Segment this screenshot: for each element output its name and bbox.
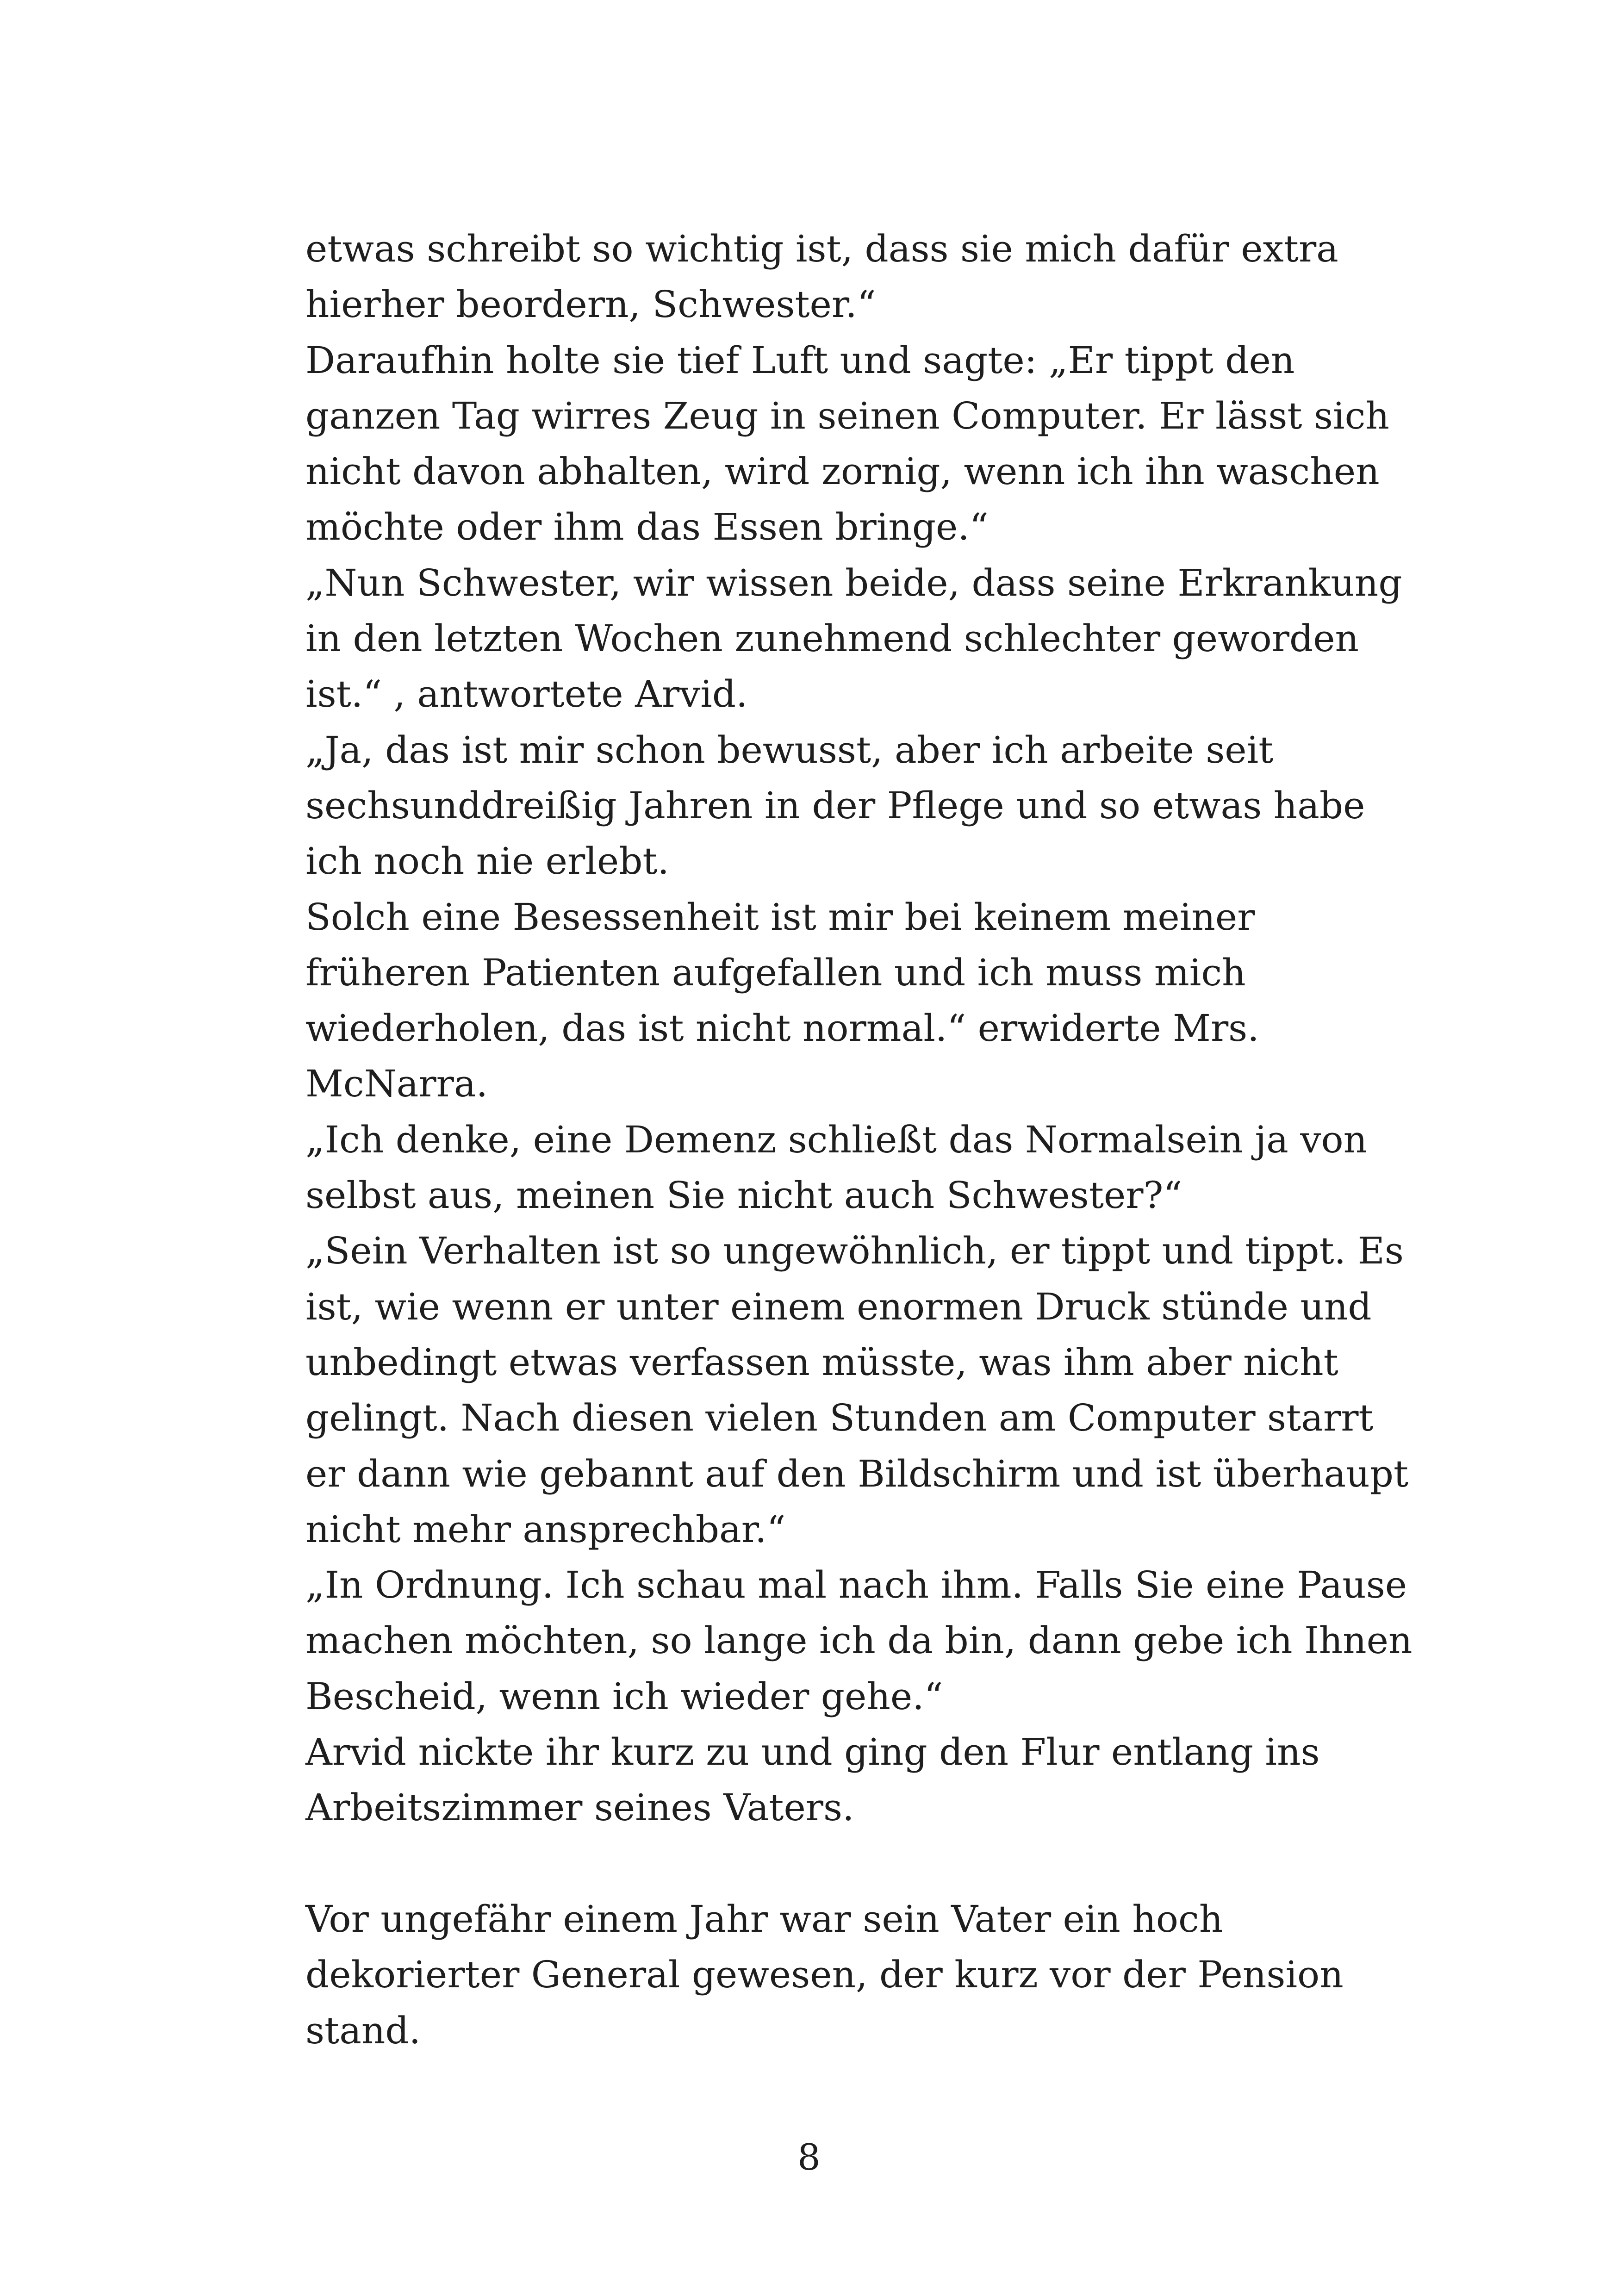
text-line: ich noch nie erlebt. [305,840,669,883]
text-line: ist, wie wenn er unter einem enormen Druck stünde und [305,1285,1372,1328]
text-line: gelingt. Nach diesen vielen Stunden am Computer starrt [305,1396,1374,1440]
text-line: unbedingt etwas verfassen müsste, was ihm aber nicht [305,1340,1338,1384]
text-line: ganzen Tag wirres Zeug in seinen Computer. Er lässt sich [305,394,1389,437]
text-line: McNarra. [305,1062,488,1106]
body-text [305,221,1425,2059]
text-line: ist.“ , antwortete Arvid. [305,672,748,716]
text-line: Solch eine Besessenheit ist mir bei keinem meiner [305,895,1255,939]
text-line: Bescheid, wenn ich wieder gehe.“ [305,1674,943,1718]
text-line: Arbeitszimmer seines Vaters. [305,1786,854,1829]
text-line: hierher beordern, Schwester.“ [305,283,876,326]
text-line: Vor ungefähr einem Jahr war sein Vater ein hoch [305,1897,1223,1941]
text-line: in den letzten Wochen zunehmend schlechter geworden [305,617,1359,660]
text-line: wiederholen, das ist nicht normal.“ erwiderte Mrs. [305,1007,1259,1050]
text-line: etwas schreibt so wichtig ist, dass sie mich dafür extra [305,227,1338,270]
text-line: möchte oder ihm das Essen bringe.“ [305,505,989,549]
text-line: machen möchten, so lange ich da bin, dann gebe ich Ihnen [305,1619,1413,1662]
text-line: „Ja, das ist mir schon bewusst, aber ich arbeite seit [305,728,1274,772]
text-line: stand. [305,2009,421,2052]
text-line: selbst aus, meinen Sie nicht auch Schwester?“ [305,1174,1182,1217]
text-line: früheren Patienten aufgefallen und ich muss mich [305,951,1246,994]
text-line: nicht mehr ansprechbar.“ [305,1507,786,1551]
text-line: „Ich denke, eine Demenz schließt das Normalsein ja von [305,1118,1368,1161]
text-line: dekorierter General gewesen, der kurz vor der Pension [305,1953,1344,1997]
text-line: „Sein Verhalten ist so ungewöhnlich, er tippt und tippt. Es [305,1229,1404,1273]
page-number: 8 [797,2137,821,2178]
text-line: sechsunddreißig Jahren in der Pflege und so etwas habe [305,784,1365,827]
text-line: „In Ordnung. Ich schau mal nach ihm. Falls Sie eine Pause [305,1563,1407,1607]
text-line: nicht davon abhalten, wird zornig, wenn ich ihn waschen [305,450,1380,493]
text-line: er dann wie gebannt auf den Bildschirm und ist überhaupt [305,1452,1409,1495]
text-line: Daraufhin holte sie tief Luft und sagte: „Er tippt den [305,338,1295,382]
text-line: Arvid nickte ihr kurz zu und ging den Flur entlang ins [305,1730,1320,1774]
paragraph-break [305,1836,1425,1892]
text-line: „Nun Schwester, wir wissen beide, dass seine Erkrankung [305,561,1402,604]
